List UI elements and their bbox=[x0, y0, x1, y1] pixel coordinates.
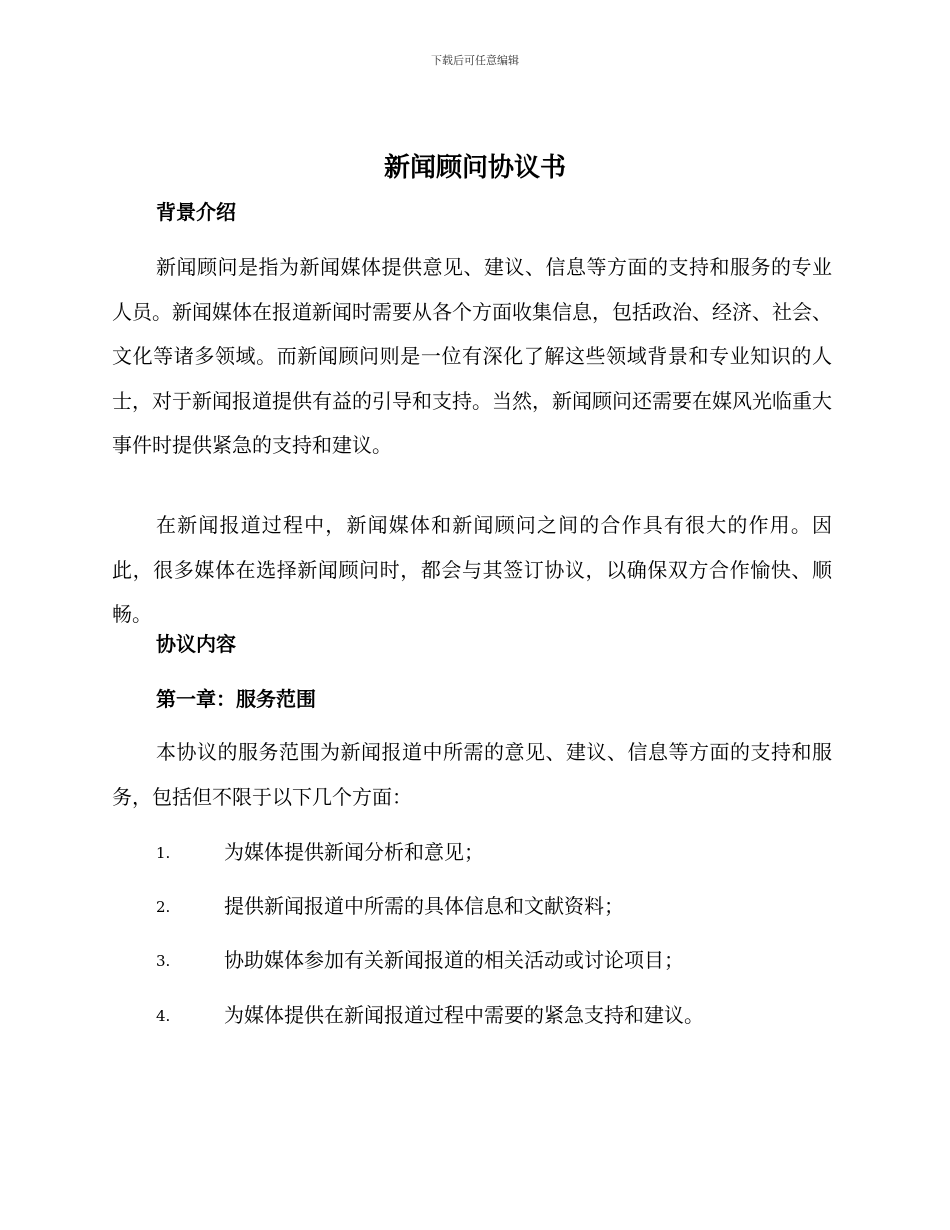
list-item-text: 为媒体提供在新闻报道过程中需要的紧急支持和建议。 bbox=[224, 1003, 704, 1027]
list-item-text: 为媒体提供新闻分析和意见； bbox=[224, 840, 484, 864]
list-item-text: 提供新闻报道中所需的具体信息和文献资料； bbox=[224, 894, 624, 918]
document-title: 新闻顾问协议书 bbox=[383, 153, 566, 183]
list-item-number: 3. bbox=[156, 952, 171, 970]
background-paragraph-2: 在新闻报道过程中，新闻媒体和新闻顾问之间的合作具有很大的作用。因此，很多媒体在选择新闻顾问时，都会与其签订协议，以确保双方合作愉快、顺畅。 bbox=[112, 513, 832, 626]
list-item-number: 4. bbox=[156, 1007, 171, 1025]
content-heading: 协议内容 bbox=[156, 632, 236, 656]
list-item-number: 2. bbox=[156, 898, 171, 916]
background-heading: 背景介绍 bbox=[156, 200, 236, 224]
list-item-text: 协助媒体参加有关新闻报道的相关活动或讨论项目； bbox=[224, 948, 684, 972]
header-note: 下载后可任意编辑 bbox=[431, 54, 519, 67]
list-item-number: 1. bbox=[156, 844, 171, 862]
chapter-1-paragraph: 本协议的服务范围为新闻报道中所需的意见、建议、信息等方面的支持和服务，包括但不限于以下几个方面： bbox=[112, 740, 832, 809]
background-paragraph-1: 新闻顾问是指为新闻媒体提供意见、建议、信息等方面的支持和服务的专业人员。新闻媒体在报道新闻时需要从各个方面收集信息，包括政治、经济、社会、文化等诸多领域。而新闻顾问则是一位有深化了解这些领域背景和专业知识的人士，对于新闻报道提供有益的引导和支持。当然，新闻顾问还需要在媒风光临重大事件时提供紧急的支持和建议。 bbox=[112, 255, 832, 457]
chapter-1-heading: 第一章：服务范围 bbox=[156, 687, 316, 711]
